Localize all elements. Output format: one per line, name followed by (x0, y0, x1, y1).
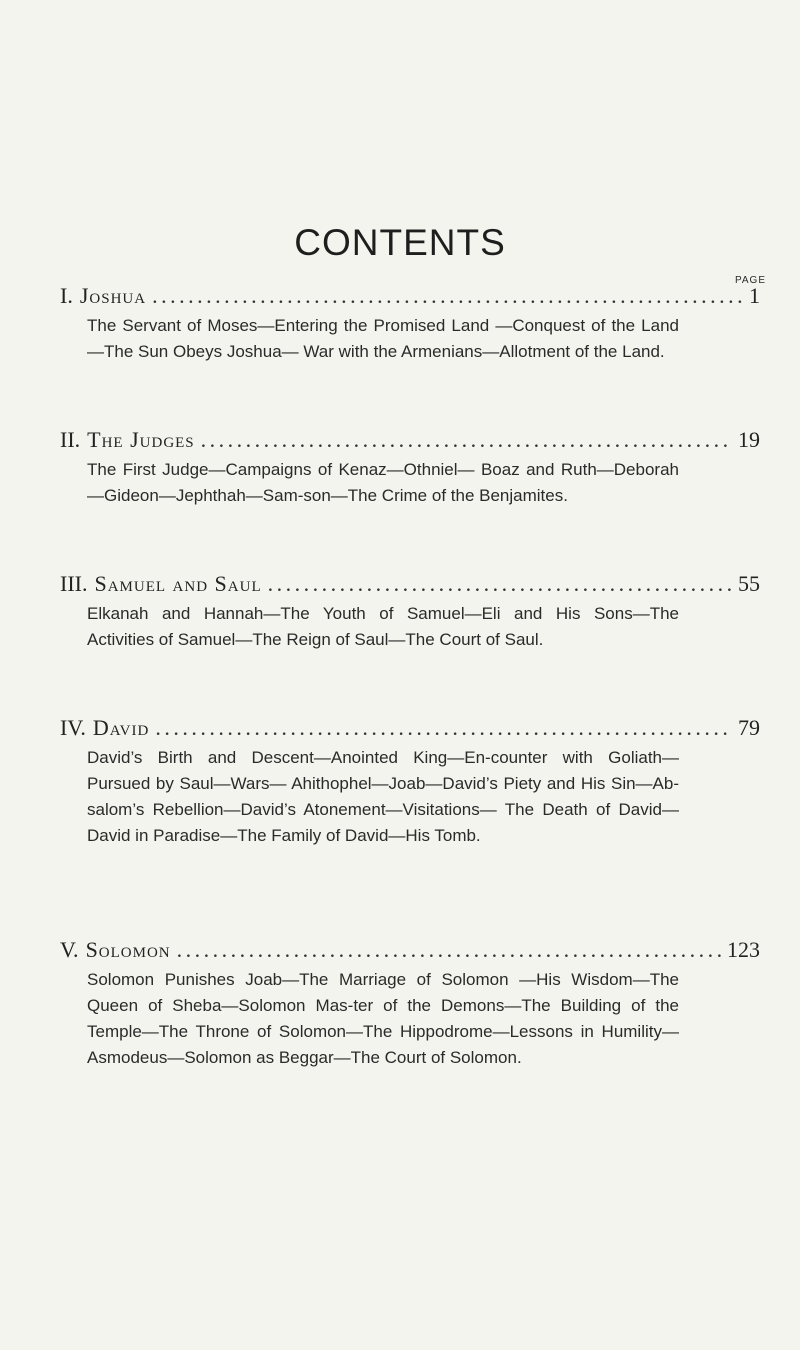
toc-entry-heading (60, 713, 760, 743)
chapter-numeral: I. (60, 283, 73, 308)
chapter-summary: The Servant of Moses—Entering the Promised Land —Conquest of the Land—The Sun Obeys Joshua— War with the Armenians—Allotment of the Land. (87, 316, 679, 361)
chapter-numeral: III. (60, 571, 88, 596)
chapter-page-number: 19 (738, 427, 760, 452)
page-title: CONTENTS (294, 222, 506, 263)
chapter-numeral: V. (60, 937, 79, 962)
toc-entry (60, 281, 760, 365)
chapter-summary: David’s Birth and Descent—Anointed King—En-counter with Goliath—Pursued by Saul—Wars— Ahithophel—Joab—David’s Piety and His Sin—Ab-salom’s Rebellion—David’s Atonement—Visitations— The Death of David—David in Paradise—The Family of David—His Tomb. (87, 748, 679, 845)
toc-entry (60, 713, 760, 849)
chapter-summary: Solomon Punishes Joab—The Marriage of Solomon —His Wisdom—The Queen of Sheba—Solomon Mas-ter of the Demons—The Building of the Temple—The Throne of Solomon—The Hippodrome—Lessons in Humility—Asmodeus—Solomon as Beggar—The Court of Solomon. (87, 970, 679, 1067)
dot-leader (152, 281, 743, 311)
toc-entry-heading (60, 425, 760, 455)
chapter-page-number: 123 (727, 937, 760, 962)
chapter-title: Joshua (79, 283, 147, 308)
toc-entry-heading (60, 569, 760, 599)
toc-entry (60, 935, 760, 1071)
dot-leader (177, 935, 721, 965)
chapter-summary: The First Judge—Campaigns of Kenaz—Othniel— Boaz and Ruth—Deborah—Gideon—Jephthah—Sam-son—The Crime of the Benjamites. (87, 460, 679, 505)
dot-leader (201, 425, 732, 455)
toc-entry-heading (60, 935, 760, 965)
chapter-numeral: II. (60, 427, 81, 452)
chapter-title: Samuel and Saul (94, 571, 262, 596)
toc-entry (60, 425, 760, 509)
chapter-page-number: 1 (749, 283, 760, 308)
toc-entry (60, 569, 760, 653)
chapter-numeral: IV. (60, 715, 86, 740)
dot-leader (155, 713, 732, 743)
dot-leader (268, 569, 732, 599)
chapter-page-number: 79 (738, 715, 760, 740)
toc-entry-heading (60, 281, 760, 311)
chapter-title: Solomon (85, 937, 171, 962)
chapter-title: David (92, 715, 150, 740)
page-column-label: PAGE (734, 275, 766, 286)
chapter-title: The Judges (87, 427, 195, 452)
chapter-page-number: 55 (738, 571, 760, 596)
chapter-summary: Elkanah and Hannah—The Youth of Samuel—Eli and His Sons—The Activities of Samuel—The Reign of Saul—The Court of Saul. (87, 604, 679, 649)
